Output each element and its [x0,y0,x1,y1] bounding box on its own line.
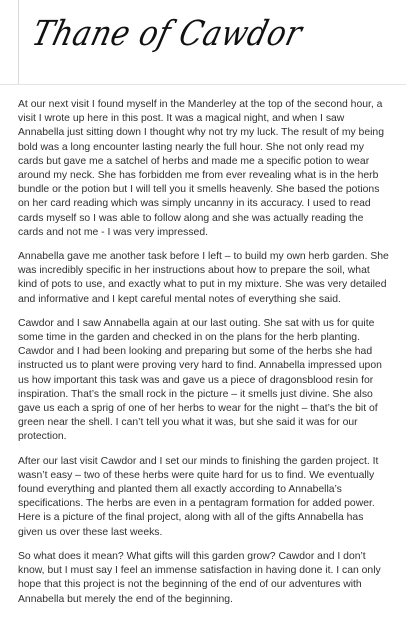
header-divider [0,84,406,85]
blog-header [0,0,406,86]
post-paragraph-1: At our next visit I found myself in the Manderley at the top of the second hour, a visit I wrote up here in this post. It was a magical night, and when I saw Annabella just sitting down I thought why not try my luck. The result of my being bold was a long encounter lasting nearly the full hour. She not only read my cards but gave me a satchel of herbs and made me a specific potion to wear around my neck. She has forbidden me from ever revealing what is in the herb bundle or the potion but I will tell you it smells heavenly. She based the potions on her card reading which was simply uncanny in its accuracy. I used to read cards myself so I was able to follow along and she was actually reading the cards and not me - I was very impressed. [18,99,384,238]
post-paragraph-5: So what does it mean? What gifts will this garden grow? Cawdor and I don’t know, but I must say I feel an immense satisfaction in having done it. I can only hope that this project is not the beginning of the end of our adventures with Annabella but merely the end of the beginning. [18,550,381,605]
post-body [18,98,390,617]
header-vertical-rule [18,0,19,84]
post-paragraph-2: Annabella gave me another task before I left – to build my own herb garden. She was incredibly specific in her instructions about how to prepare the soil, what kind of pots to use, and exactly what to put in my mixture. She was very detailed and informative and I kept careful mental notes of everything she said. [18,251,389,305]
post-paragraph-3: Cawdor and I saw Annabella again at our last outing. She sat with us for quite some time in the garden and checked in on the plans for the herb planting. Cawdor and I had been looking and preparing but some of the herbs she had instructed us to plant were proving very hard to find. Annabella impressed upon us how important this task was and gave us a piece of dragonsblood resin for inspiration. That’s the small rock in the picture – it smells just divine. She also gave us each a sprig of one of her herbs to wear for the night – that’s the bit of green near the shell. I can’t tell you what it was, but she said it was for our protection. [18,317,382,443]
post-paragraph-4: After our last visit Cawdor and I set our minds to finishing the garden project. It wasn’t easy – two of these herbs were quite hard for us to find. We eventually found everything and planted them all exactly according to Annabella’s specifications. The herbs are even in a pentagram formation for added power. Here is a picture of the final project, along with all of the gifts Annabella has given us over these last weeks. [18,455,379,538]
blog-title[interactable]: Thane of Cawdor [27,14,307,55]
